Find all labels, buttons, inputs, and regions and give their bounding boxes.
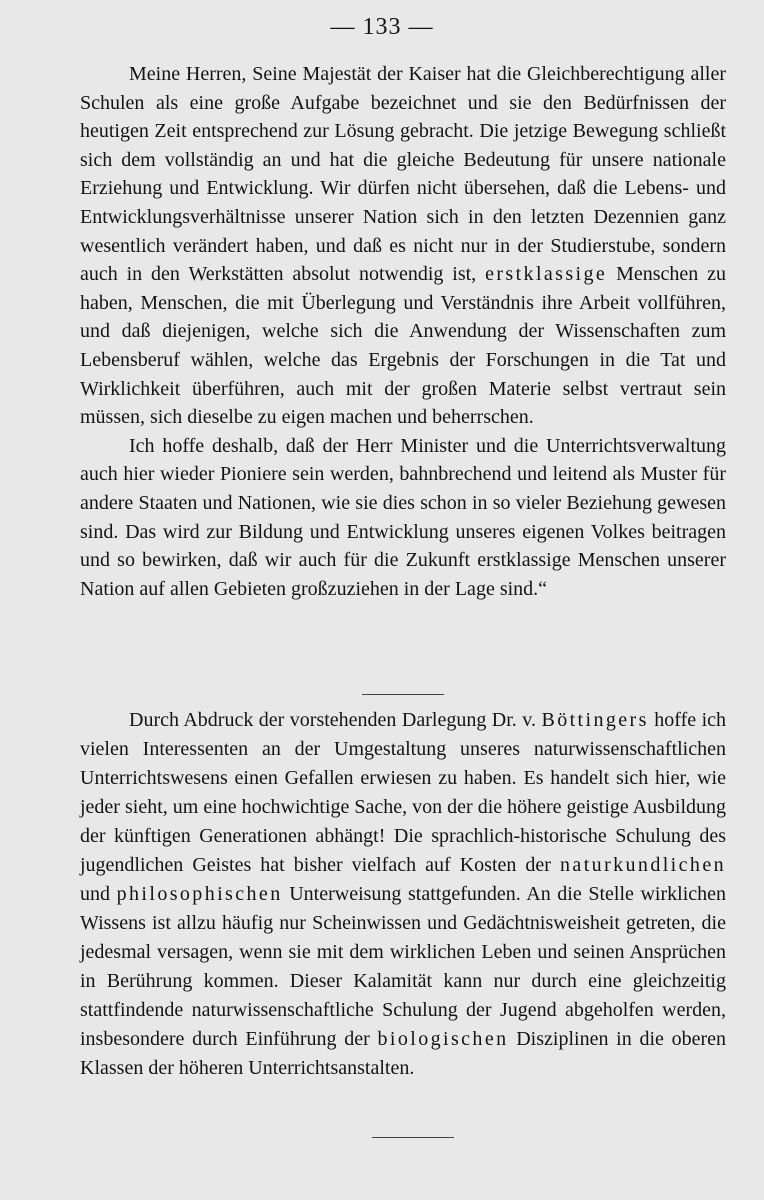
paragraph-text: Menschen zu haben, Menschen, die mit Überlegung und Verständnis ihre Arbeit vollführen, und daß diejenigen, welche sich die Anwendung der Wissenschaften zum Lebensberuf wählen, welche das Ergebnis der Forschungen in die Tat und Wirklichkeit überführen, auch mit der großen Materie selbst vertraut sein müssen, sich dieselbe zu eigen machen und beherrschen. xyxy=(80,263,727,429)
paragraph-text: Meine Herren, Seine Majestät der Kaiser hat die Gleichberechtigung aller Schulen als eine große Aufgabe bezeichnet und sie den Bedürfnissen der heutigen Zeit entsprechend zur Lösung gebracht. Die jetzige Bewegung schließt sich dem vollständig an und hat die gleiche Bedeutung für unsere nationale Erziehung und Entwicklung. Wir dürfen nicht übersehen, daß die Lebens- und Entwicklungsverhältnisse unserer Nation sich in den letzten Dezennien ganz wesentlich verändert haben, und daß es nicht nur in der Studierstube, sondern auch in den Werkstätten absolut notwendig ist, xyxy=(80,63,726,286)
commentary-block xyxy=(80,706,726,1083)
spaced-emphasis: erstklassige xyxy=(485,263,608,286)
paragraph-text: Durch Abdruck der vorstehenden Darlegung Dr. v. xyxy=(129,709,536,731)
paragraph-kaiser xyxy=(80,60,726,432)
spaced-emphasis: biologischen xyxy=(377,1028,509,1050)
spaced-emphasis: naturkundlichen xyxy=(560,854,726,876)
paragraph-commentary xyxy=(80,706,726,1083)
paragraph-text: und xyxy=(80,883,110,905)
end-divider xyxy=(372,1137,454,1138)
paragraph-text: Disziplinen in die oberen Klassen der höheren Unterrichtsanstalten. xyxy=(80,1028,727,1079)
speech-quote-block xyxy=(80,60,726,603)
section-divider xyxy=(362,694,444,695)
page-number: — 133 — xyxy=(330,14,434,40)
spaced-name: Böttingers xyxy=(541,709,649,731)
spaced-emphasis: philosophischen xyxy=(116,883,283,905)
paragraph-text: hoffe ich vielen Interessenten an der Umgestaltung unseres naturwissenschaftlichen Unterrichtswesens einen Gefallen erwiesen zu haben. Es handelt sich hier, wie jeder sieht, um eine hochwichtige Sache, von der die höhere geistige Ausbildung der künftigen Generationen abhängt! Die sprachlich-historische Schulung des jugendlichen Geistes hat bisher vielfach auf Kosten der xyxy=(80,709,727,876)
paragraph-minister: Ich hoffe deshalb, daß der Herr Minister und die Unterrichtsverwaltung auch hier wieder Pioniere sein werden, bahnbrechend und leitend als Muster für andere Staaten und Nationen, wie sie dies schon in so vieler Beziehung gewesen sind. Das wird zur Bildung und Entwicklung unseres eigenen Volkes beitragen und so bewirken, daß wir auch für die Zukunft erstklassige Menschen unserer Nation auf allen Gebieten großzuziehen in der Lage sind.“ xyxy=(80,434,726,600)
paragraph-text: Unterweisung stattgefunden. An die Stelle wirklichen Wissens ist allzu häufig nur Scheinwissen und Gedächtnisweisheit getreten, die jedesmal versagen, wenn sie mit dem wirklichen Leben und seinen Ansprüchen in Berührung kommen. Dieser Kalamität kann nur durch eine gleichzeitig stattfindende naturwissenschaftliche Schulung der Jugend abgeholfen werden, insbesondere durch Einführung der xyxy=(80,883,727,1050)
